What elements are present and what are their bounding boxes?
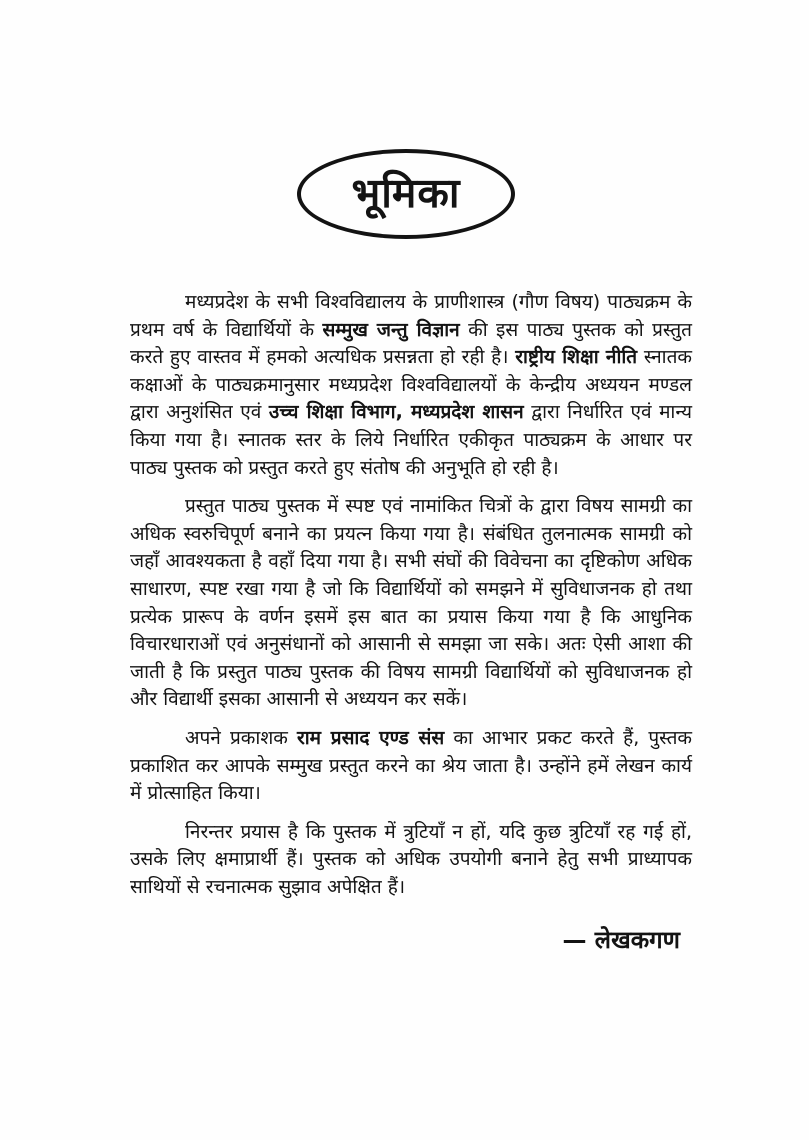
text-run: प्रस्तुत पाठ्य पुस्तक में स्पष्ट एवं नामांकित चित्रों के द्वारा विषय सामग्री का अधिक स्वरुचिपूर्ण बनाने का प्रयत्न किया गया है। संबंधित तुलनात्मक सामग्री को जहाँ आवश्यकता है वहाँ दिया गया है। सभी संघों की विवेचना का दृष्टिकोण अधिक साधारण, स्पष्ट रखा गया है जो कि विद्यार्थियों को समझने में सुविधाजनक हो तथा प्रत्येक प्रारूप के वर्णन इसमें इस बात का प्रयास किया गया है कि आधुनिक विचारधाराओं एवं अनुसंधानों को आसानी से समझा जा सके। अतः ऐसी आशा की जाती है कि प्रस्तुत पाठ्य पुस्तक की विषय सामग्री विद्यार्थियों को सुविधाजनक हो और विद्यार्थी इसका आसानी से अध्ययन कर सकें। xyxy=(130,495,692,711)
text-run: अपने प्रकाशक xyxy=(185,726,297,749)
text-run: द्वारा निर्धारित एवं मान्य किया गया है। स्नातक स्तर के लिये निर्धारित एकीकृत पाठ्यक्रम के आधार पर पाठ्य पुस्तक को प्रस्तुत करते हुए संतोष की अनुभूति हो रही है। xyxy=(130,401,692,479)
title-oval xyxy=(297,149,515,239)
text-run: स्नातक कक्षाओं के पाठ्यक्रमानुसार मध्यप्रदेश विश्वविद्यालयों के केन्द्रीय अध्ययन मण्डल द्वारा अनुशंसित एवं xyxy=(130,346,693,424)
text-run: की इस पाठ्य पुस्तक को प्रस्तुत करते हुए वास्तव में हमको अत्यधिक प्रसन्नता हो रही है। xyxy=(130,318,692,369)
paragraph-publisher-thanks xyxy=(130,725,692,808)
paragraph-intro xyxy=(130,289,692,482)
bold-text-run: राम प्रसाद एण्ड संस xyxy=(296,726,445,749)
author-signature: — लेखकगण xyxy=(562,926,680,955)
text-run: का आभार प्रकट करते हैं, पुस्तक प्रकाशित कर आपके सम्मुख प्रस्तुत करने का श्रेय जाता है। उन्होंने हमें लेखन कार्य में प्रोत्साहित किया। xyxy=(130,726,692,805)
paragraph-content-approach xyxy=(130,493,692,714)
text-run: निरन्तर प्रयास है कि पुस्तक में त्रुटियाँ न हों, यदि कुछ त्रुटियाँ रह गई हों, उसके लिए क्षमाप्रार्थी हैं। पुस्तक को अधिक उपयोगी बनाने हेतु सभी प्राध्यापक साथियों से रचनात्मक सुझाव अपेक्षित हैं। xyxy=(130,820,692,898)
preface-body xyxy=(130,289,692,955)
text-run: मध्यप्रदेश के सभी विश्वविद्यालय के प्राणीशास्त्र (गौण विषय) पाठ्यक्रम के प्रथम वर्ष के विद्यार्थियों के xyxy=(130,291,692,341)
bold-text-run: सम्मुख जन्तु विज्ञान xyxy=(322,318,460,341)
bold-text-run: उच्च शिक्षा विभाग, मध्यप्रदेश शासन xyxy=(268,401,524,424)
page-title: भूमिका xyxy=(351,169,461,217)
paragraph-errata-request xyxy=(130,819,692,902)
bold-text-run: राष्ट्रीय शिक्षा नीति xyxy=(515,346,638,369)
